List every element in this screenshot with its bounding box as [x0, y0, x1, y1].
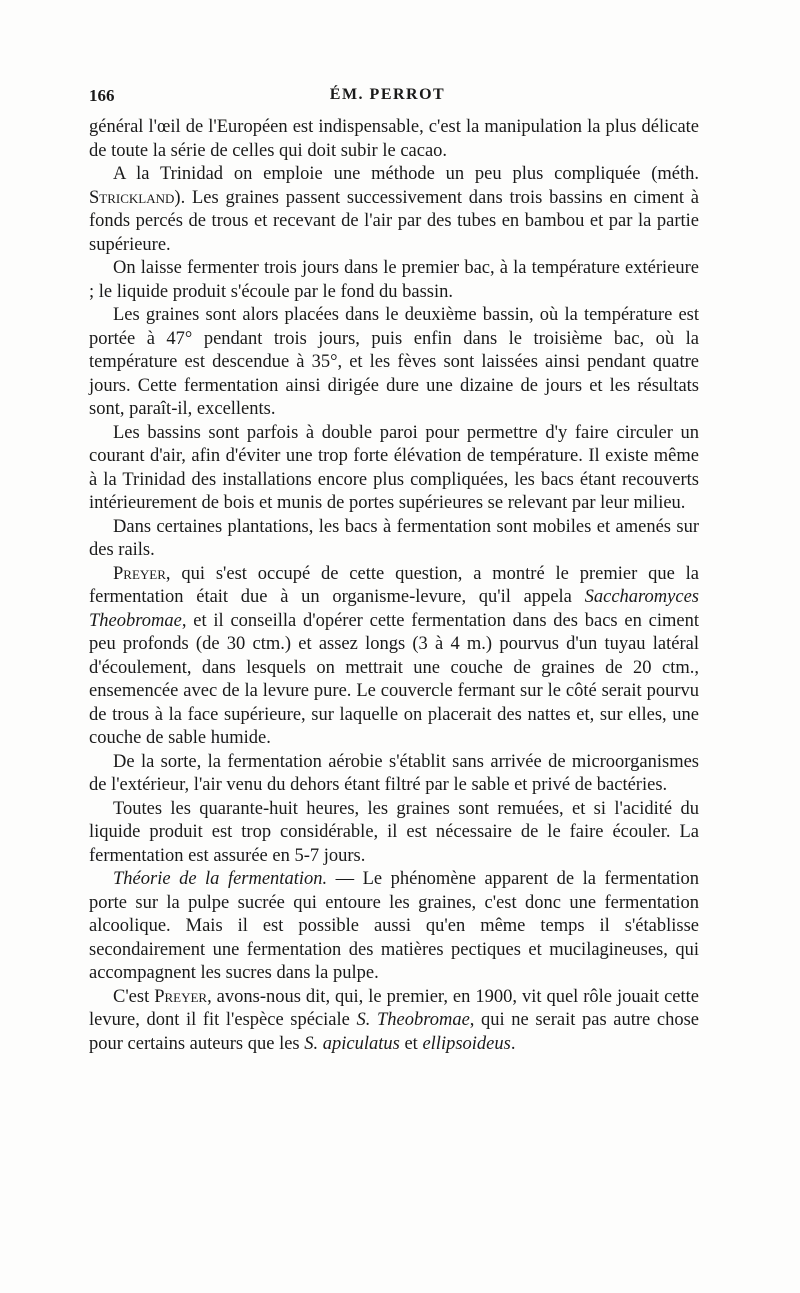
paragraph-4: [89, 304, 699, 422]
paragraph-text: C'est: [113, 986, 155, 1007]
paragraph-3: [89, 257, 699, 304]
body-text: [89, 116, 699, 1056]
paragraph-text: Dans certaines plantations, les bacs à fermentation sont mobiles et amenés sur des rails.: [89, 516, 699, 560]
paragraph-text: , qui ne serait pas autre chose pour certains auteurs que les: [89, 1010, 699, 1054]
author-name: Preyer: [154, 986, 208, 1007]
paragraph-8: [89, 751, 699, 798]
paragraph-text: Toutes les quarante-huit heures, les graines sont remuées, et si l'acidité du liquide produit est trop considérable, il est nécessaire de le faire écouler. La fermentation est assurée en 5-7 jours.: [89, 798, 699, 866]
paragraph-text: A la Trinidad on emploie une méthode un peu plus compliquée (méth.: [113, 164, 699, 184]
paragraph-text: — Le phénomène apparent de la fermentation porte sur la pulpe sucrée qui entoure les graines, c'est donc une fermentation alcoolique. Mais il est possible aussi qu'en même temps il s'établisse secondairement une fermentation des matières pectiques et mucilagineuses, qui accompagnent les sucres dans la pulpe.: [89, 869, 699, 983]
paragraph-text: Les graines sont alors placées dans le deuxième bassin, où la température est portée à 47° pendant trois jours, puis enfin dans le troisième bac, où la température est descendue à 35°, et les fèves sont laissées ainsi pendant quatre jours. Cette fermentation ainsi dirigée dure une dizaine de jours et les résultats sont, paraît-il, excellents.: [89, 305, 699, 419]
species-name: Saccharomyces Theobromae: [89, 587, 699, 631]
paragraph-text: Les bassins sont parfois à double paroi pour permettre d'y faire circuler un courant d'air, afin d'éviter une trop forte élévation de température. Il existe même à la Trinidad des installations encore plus compliquées, les bacs étant recouverts intérieurement de bois et munis de portes supérieures se relevant par leur milieu.: [89, 422, 699, 513]
author-name: Preyer: [113, 563, 166, 584]
author-name: Strickland: [89, 187, 175, 208]
paragraph-text: ). Les graines passent successivement dans trois bassins en ciment à fonds percés de trous et recevant de l'air par des tubes en bambou et par la partie supérieure.: [89, 187, 699, 255]
species-name: S. Theobromae: [356, 1010, 470, 1030]
paragraph-text: De la sorte, la fermentation aérobie s'établit sans arrivée de microorganismes de l'extérieur, l'air venu du dehors étant filtré par le sable et privé de bactéries.: [89, 751, 699, 795]
paragraph-text: , avons-nous dit, qui, le premier, en 1900, vit quel rôle jouait cette levure, dont il fit l'espèce spéciale: [89, 986, 699, 1030]
species-name: ellipsoideus: [422, 1033, 511, 1054]
running-head: [89, 86, 686, 110]
paragraph-text: .: [510, 1033, 516, 1054]
paragraph-text: et: [399, 1033, 423, 1054]
paragraph-6: [89, 516, 699, 563]
section-heading: Théorie de la fermentation.: [113, 869, 328, 889]
paragraph-2: [89, 163, 699, 257]
paragraph-10: [89, 868, 699, 986]
paragraph-9: [89, 798, 699, 869]
page-number: 166: [89, 86, 115, 105]
running-title: ÉM. PERROT: [329, 86, 446, 103]
paragraph-1: [89, 116, 699, 163]
paragraph-text: , qui s'est occupé de cette question, a montré le premier que la fermentation était due à un organisme-levure, qu'il appela: [89, 563, 699, 607]
paragraph-11: [89, 986, 699, 1057]
paragraph-text: , et il conseilla d'opérer cette fermentation dans des bacs en ciment peu profonds (de 30 ctm.) et assez longs (3 à 4 m.) pourvus d'un tuyau latéral d'écoulement, dans lesquels on mettrait une couche de graines de 20 ctm., ensemencée avec de la levure pure. Le couvercle fermant sur le côté serait pourvu de trous à la face supérieure, sur laquelle on placerait des nattes et, sur elles, une couche de sable humide.: [89, 610, 699, 748]
species-name: S. apiculatus: [304, 1033, 400, 1054]
paragraph-5: [89, 422, 699, 516]
paragraph-text: général l'œil de l'Européen est indispensable, c'est la manipulation la plus délicate de toute la série de celles qui doit subir le cacao.: [89, 117, 699, 161]
paragraph-text: On laisse fermenter trois jours dans le premier bac, à la température extérieure ; le liquide produit s'écoule par le fond du bassin.: [89, 258, 699, 302]
paragraph-7: [89, 563, 699, 751]
